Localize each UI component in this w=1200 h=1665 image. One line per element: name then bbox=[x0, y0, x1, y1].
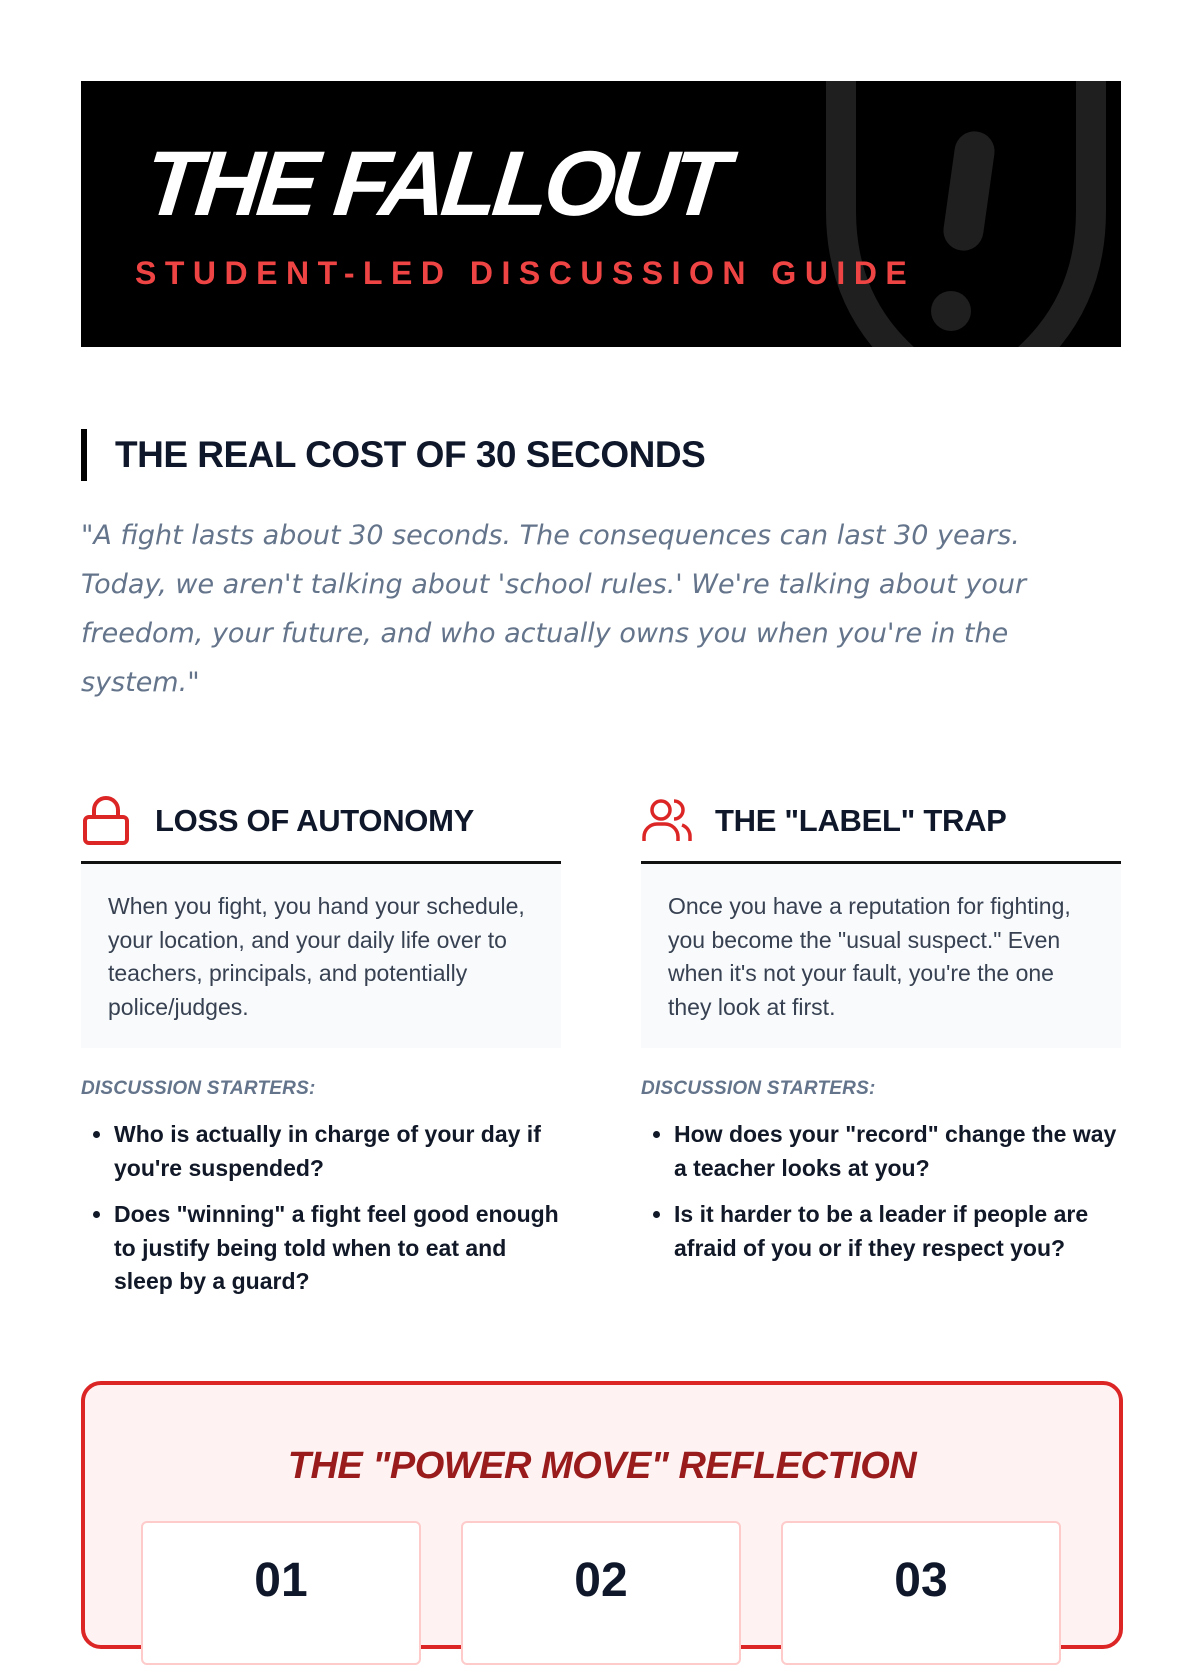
reflection-card bbox=[781, 1521, 1061, 1665]
page-title: THE FALLOUT bbox=[139, 133, 730, 235]
topic-column-autonomy bbox=[81, 781, 561, 1312]
list-item: • Who is actually in charge of your day if you're suspended? bbox=[114, 1118, 561, 1185]
card-number: 03 bbox=[894, 1554, 948, 1607]
section-heading: THE REAL COST OF 30 SECONDS bbox=[81, 429, 1121, 481]
hero-banner bbox=[81, 81, 1121, 347]
list-item: • Does "winning" a fight feel good enough to justify being told when to eat and sleep by a guard? bbox=[114, 1198, 561, 1299]
lock-icon bbox=[81, 795, 133, 847]
reflection-card bbox=[141, 1521, 421, 1665]
starters-label: DISCUSSION STARTERS: bbox=[81, 1078, 316, 1099]
page bbox=[81, 81, 1121, 1607]
column-title: THE "LABEL" TRAP bbox=[715, 803, 1007, 838]
column-header bbox=[81, 781, 561, 864]
shield-alert-icon bbox=[801, 81, 1121, 347]
card-number: 02 bbox=[574, 1554, 628, 1607]
page-subtitle: STUDENT-LED DISCUSSION GUIDE bbox=[135, 255, 916, 291]
column-header bbox=[641, 781, 1121, 864]
topic-column-label-trap bbox=[641, 781, 1121, 1278]
card-number: 01 bbox=[254, 1554, 308, 1607]
intro-quote: "A fight lasts about 30 seconds. The consequences can last 30 years. Today, we aren't talking about 'school rules.' We're talking about your freedom, your future, and who actually owns you when you're in the system." bbox=[81, 520, 1027, 698]
users-icon bbox=[641, 795, 693, 847]
reflection-panel bbox=[81, 1381, 1123, 1649]
list-item: • Is it harder to be a leader if people are afraid of you or if they respect you? bbox=[674, 1198, 1121, 1265]
reflection-title: THE "POWER MOVE" REFLECTION bbox=[287, 1445, 917, 1487]
column-body: Once you have a reputation for fighting, you become the "usual suspect." Even when it's not your fault, you're the one they look at first. bbox=[641, 864, 1121, 1048]
starters-label: DISCUSSION STARTERS: bbox=[641, 1078, 876, 1099]
list-item: • How does your "record" change the way a teacher looks at you? bbox=[674, 1118, 1121, 1185]
starters-list bbox=[81, 1118, 561, 1299]
column-title: LOSS OF AUTONOMY bbox=[155, 803, 474, 838]
column-body: When you fight, you hand your schedule, your location, and your daily life over to teachers, principals, and potentially police/judges. bbox=[81, 864, 561, 1048]
reflection-card bbox=[461, 1521, 741, 1665]
starters-list bbox=[641, 1118, 1121, 1265]
